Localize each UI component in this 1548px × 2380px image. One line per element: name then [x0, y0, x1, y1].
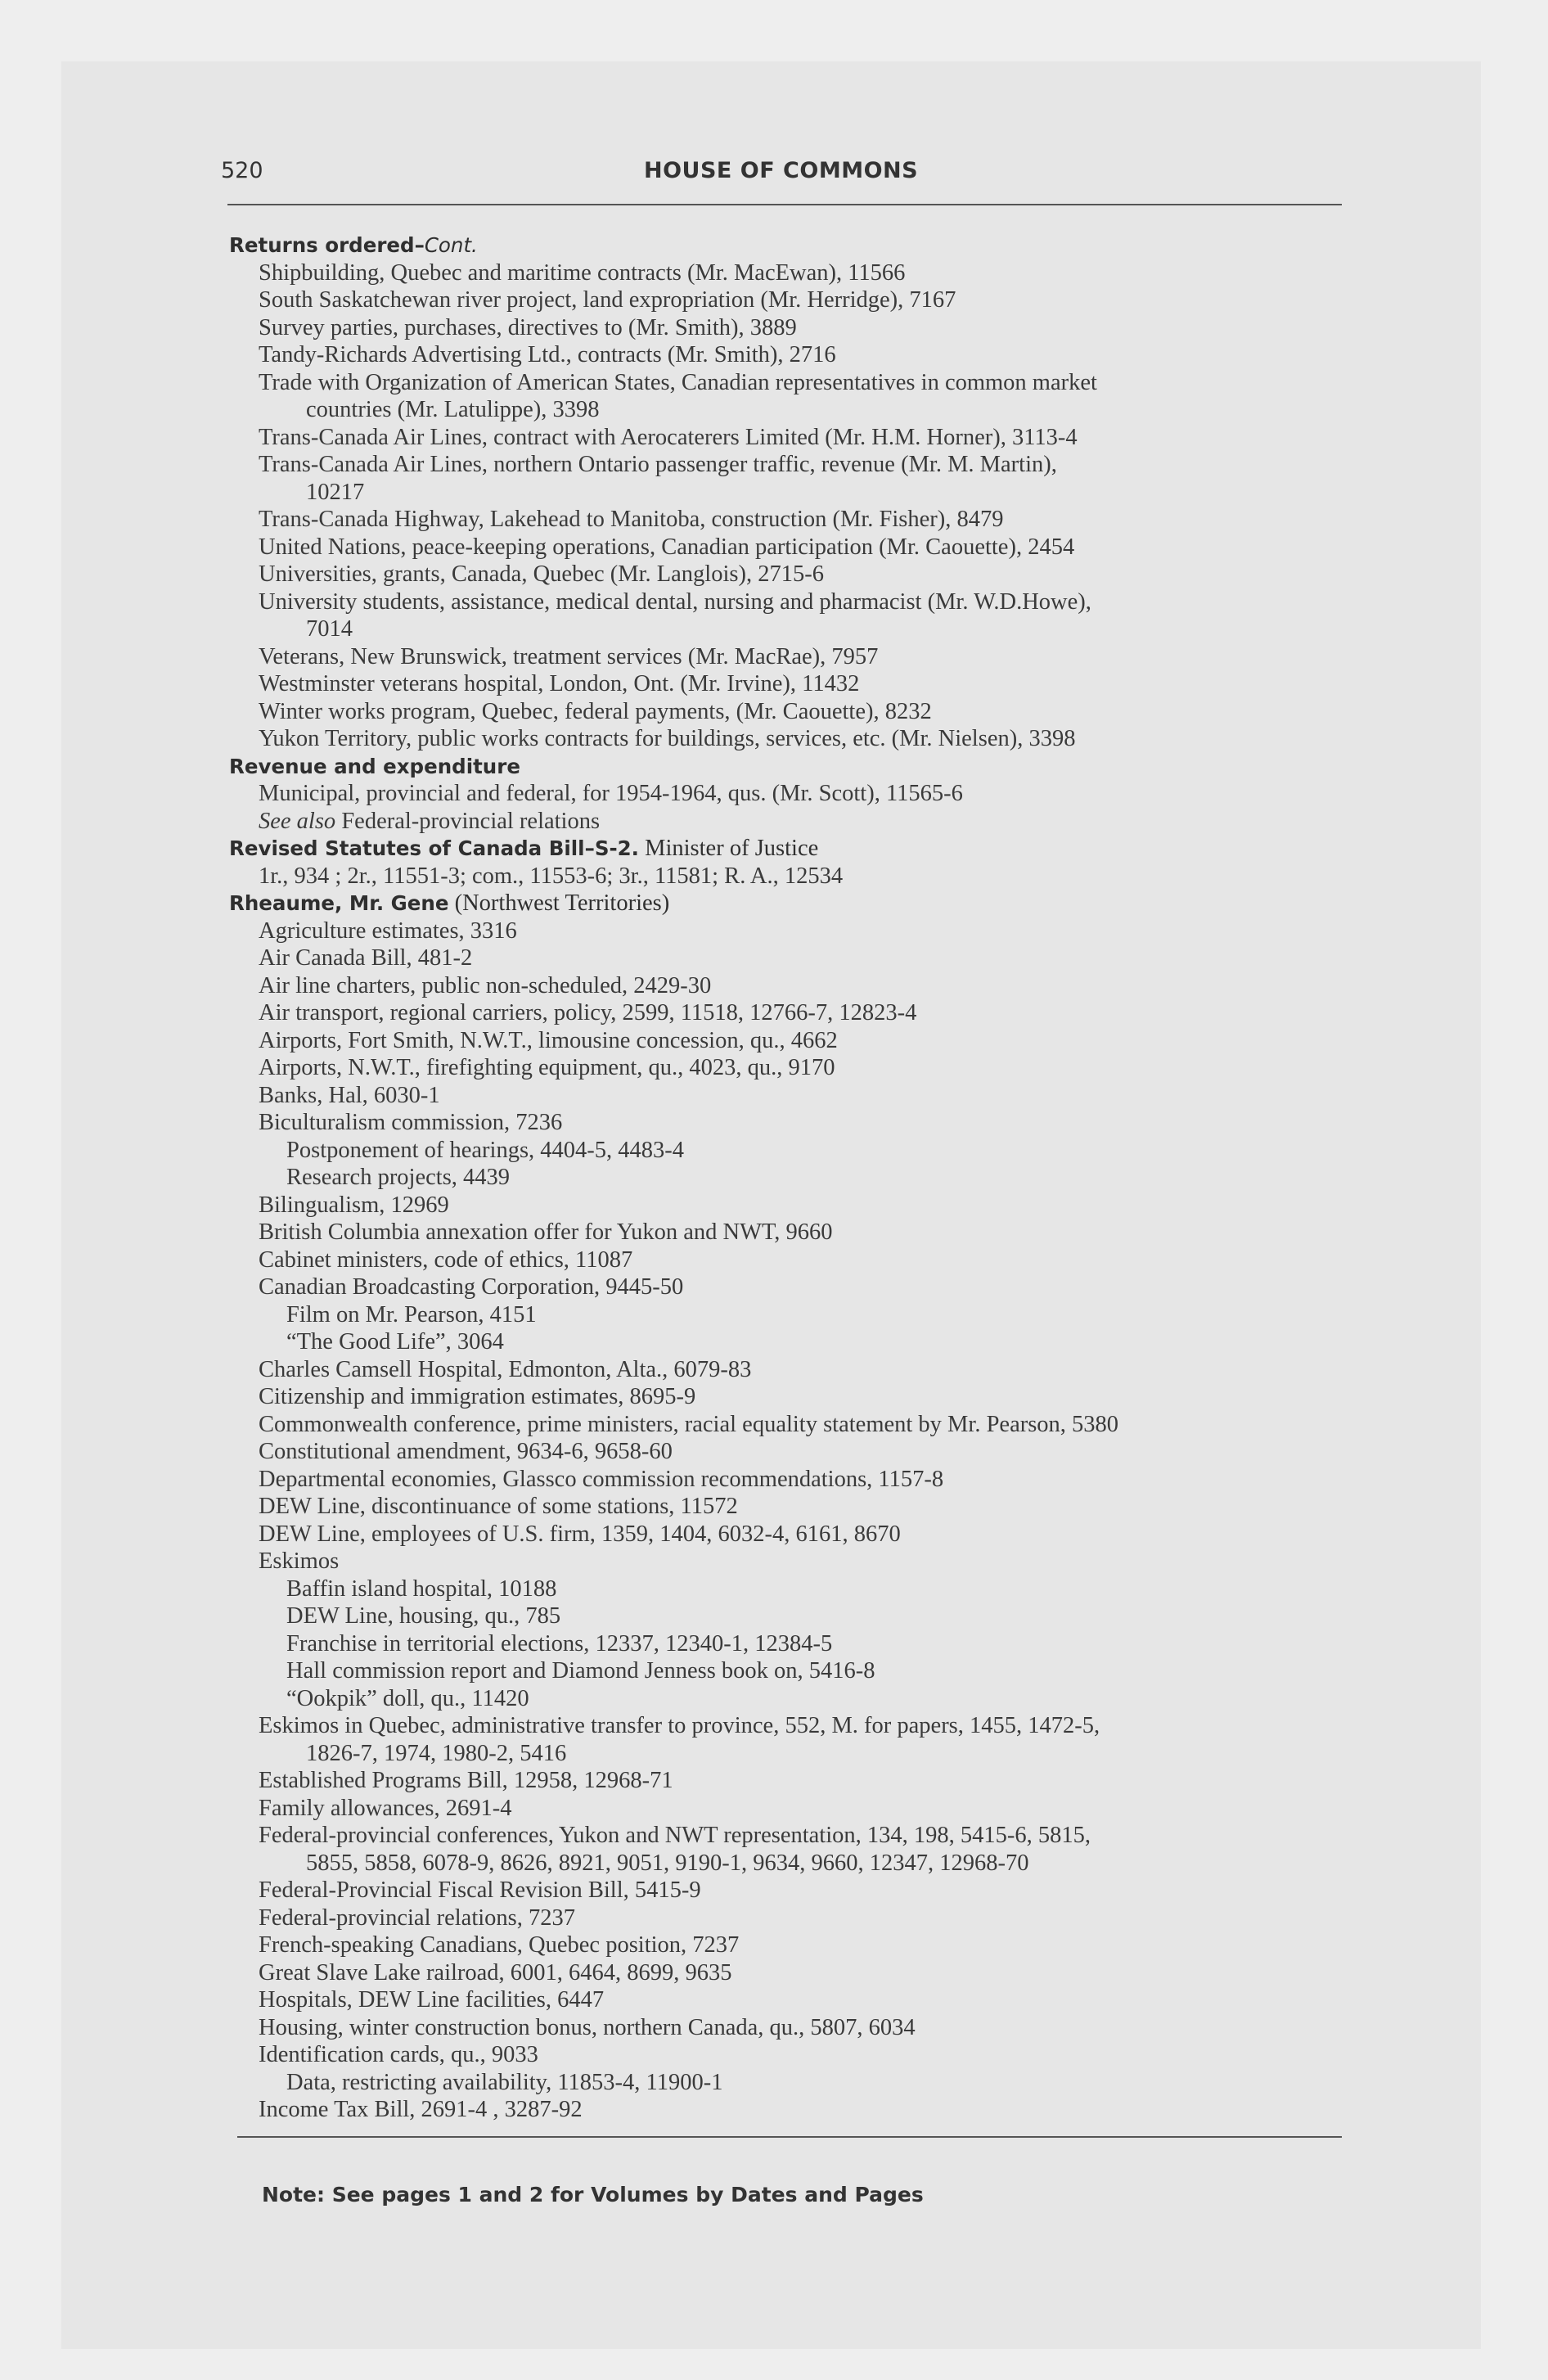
index-entry: Survey parties, purchases, directives to (Mr. Smith), 3889 [259, 314, 797, 340]
index-entry: Winter works program, Quebec, federal payments, (Mr. Caouette), 8232 [259, 698, 932, 724]
index-entry: Eskimos [259, 1548, 340, 1574]
index-entry: Shipbuilding, Quebec and maritime contracts (Mr. MacEwan), 11566 [259, 259, 906, 286]
index-entry: Trans-Canada Air Lines, contract with Aerocaterers Limited (Mr. H.M. Horner), 3113-4 [259, 424, 1078, 450]
index-entry: Constitutional amendment, 9634-6, 9658-60 [259, 1439, 673, 1464]
index-subentry: Hall commission report and Diamond Jenness book on, 5416-8 [286, 1658, 875, 1684]
index-entry: Universities, grants, Canada, Quebec (Mr. Langlois), 2715-6 [259, 561, 824, 587]
index-entry: Air line charters, public non-scheduled, 2429-30 [259, 972, 712, 998]
index-entry: Trans-Canada Air Lines, northern Ontario passenger traffic, revenue (Mr. M. Martin), [259, 452, 1057, 477]
index-subentry: DEW Line, housing, qu., 785 [286, 1603, 561, 1629]
footer-rule [237, 2136, 1342, 2138]
section-heading-returns: Returns ordered–Cont. [229, 233, 478, 257]
index-entry: Airports, N.W.T., firefighting equipment, qu., 4023, qu., 9170 [259, 1055, 835, 1080]
index-entry: United Nations, peace-keeping operations, Canadian participation (Mr. Caouette), 2454 [259, 534, 1075, 560]
section-heading-rheaume: Rheaume, Mr. Gene (Northwest Territories) [229, 890, 670, 916]
index-entry: Tandy-Richards Advertising Ltd., contracts (Mr. Smith), 2716 [259, 342, 836, 367]
index-entry-continuation: 7014 [306, 616, 353, 642]
index-subentry: “Ookpik” doll, qu., 11420 [286, 1685, 529, 1711]
index-entry: Cabinet ministers, code of ethics, 11087 [259, 1246, 633, 1273]
index-subentry: Film on Mr. Pearson, 4151 [286, 1301, 537, 1327]
index-entry: Federal-provincial conferences, Yukon and NWT representation, 134, 198, 5415-6, 5815, [259, 1823, 1091, 1848]
header-rule [227, 204, 1342, 205]
index-entry: Great Slave Lake railroad, 6001, 6464, 8699, 9635 [259, 1959, 732, 1986]
index-entry: Canadian Broadcasting Corporation, 9445-50 [259, 1274, 684, 1300]
index-entry: Income Tax Bill, 2691-4 , 3287-92 [259, 2097, 583, 2122]
index-entry: Charles Camsell Hospital, Edmonton, Alta., 6079-83 [259, 1356, 752, 1382]
index-entry: Westminster veterans hospital, London, Ont. (Mr. Irvine), 11432 [259, 671, 860, 696]
index-entry: DEW Line, employees of U.S. firm, 1359, 1404, 6032-4, 6161, 8670 [259, 1521, 901, 1547]
index-subentry: “The Good Life”, 3064 [286, 1329, 504, 1355]
index-subentry: Franchise in territorial elections, 12337, 12340-1, 12384-5 [286, 1630, 833, 1657]
index-entry-continuation: countries (Mr. Latulippe), 3398 [306, 397, 600, 422]
index-entry-continuation: 5855, 5858, 6078-9, 8626, 8921, 9051, 9190-1, 9634, 9660, 12347, 12968-70 [306, 1850, 1029, 1876]
index-entry: University students, assistance, medical dental, nursing and pharmacist (Mr. W.D.Howe), [259, 588, 1091, 615]
index-entry: Citizenship and immigration estimates, 8695-9 [259, 1384, 696, 1409]
index-entry: Identification cards, qu., 9033 [259, 2042, 538, 2067]
index-entry: Airports, Fort Smith, N.W.T., limousine concession, qu., 4662 [259, 1027, 838, 1053]
index-entry: Banks, Hal, 6030-1 [259, 1082, 440, 1108]
index-content [229, 232, 1375, 2124]
index-entry: Veterans, New Brunswick, treatment services (Mr. MacRae), 7957 [259, 643, 879, 669]
index-entry: Federal-Provincial Fiscal Revision Bill, 5415-9 [259, 1877, 701, 1903]
index-entry: Commonwealth conference, prime ministers, racial equality statement by Mr. Pearson, 5380 [259, 1411, 1119, 1437]
index-subentry: Baffin island hospital, 10188 [286, 1575, 557, 1602]
running-head-title: HOUSE OF COMMONS [644, 158, 919, 183]
index-entry: Family allowances, 2691-4 [259, 1795, 512, 1821]
index-entry: Trans-Canada Highway, Lakehead to Manitoba, construction (Mr. Fisher), 8479 [259, 507, 1004, 532]
index-entry: Air transport, regional carriers, policy, 2599, 11518, 12766-7, 12823-4 [259, 1000, 917, 1025]
index-entry: 1r., 934 ; 2r., 11551-3; com., 11553-6; 3r., 11581; R. A., 12534 [259, 863, 844, 889]
index-entry: Biculturalism commission, 7236 [259, 1110, 563, 1135]
index-entry: Municipal, provincial and federal, for 1954-1964, qus. (Mr. Scott), 11565-6 [259, 781, 963, 806]
index-entry: Housing, winter construction bonus, northern Canada, qu., 5807, 6034 [259, 2014, 916, 2040]
page-header [221, 150, 1358, 207]
index-subentry: Data, restricting availability, 11853-4, 11900-1 [286, 2069, 723, 2095]
index-entry: Agriculture estimates, 3316 [259, 917, 517, 944]
see-also-prefix: See also [259, 808, 336, 834]
index-entry-continuation: 1826-7, 1974, 1980-2, 5416 [306, 1740, 567, 1766]
footer-note: Note: See pages 1 and 2 for Volumes by Dates and Pages [262, 2183, 924, 2206]
index-subentry: Research projects, 4439 [286, 1165, 511, 1190]
index-entry: British Columbia annexation offer for Yukon and NWT, 9660 [259, 1219, 833, 1245]
index-entry-continuation: 10217 [306, 479, 365, 505]
index-entry: Hospitals, DEW Line facilities, 6447 [259, 1987, 605, 2013]
see-also-target: Federal-provincial relations [335, 808, 601, 834]
index-entry: Established Programs Bill, 12958, 12968-71 [259, 1768, 673, 1793]
index-entry: Bilingualism, 12969 [259, 1192, 449, 1218]
page-number: 520 [221, 158, 263, 183]
index-entry: South Saskatchewan river project, land expropriation (Mr. Herridge), 7167 [259, 287, 956, 313]
section-heading-revenue: Revenue and expenditure [229, 754, 520, 778]
index-entry: Departmental economies, Glassco commission recommendations, 1157-8 [259, 1466, 944, 1492]
index-entry: French-speaking Canadians, Quebec position, 7237 [259, 1932, 740, 1958]
index-entry: Eskimos in Quebec, administrative transfer to province, 552, M. for papers, 1455, 1472-5, [259, 1713, 1100, 1738]
section-heading-revised-statutes: Revised Statutes of Canada Bill–S-2. Minister of Justice [229, 836, 819, 861]
index-entry: DEW Line, discontinuance of some stations, 11572 [259, 1494, 738, 1519]
index-entry: Air Canada Bill, 481-2 [259, 945, 473, 971]
index-subentry: Postponement of hearings, 4404-5, 4483-4 [286, 1137, 685, 1163]
index-entry: Federal-provincial relations, 7237 [259, 1904, 576, 1931]
see-also-reference [229, 808, 1375, 836]
index-entry: Yukon Territory, public works contracts for buildings, services, etc. (Mr. Nielsen), 3398 [259, 726, 1076, 751]
index-entry: Trade with Organization of American States, Canadian representatives in common market [259, 369, 1097, 395]
